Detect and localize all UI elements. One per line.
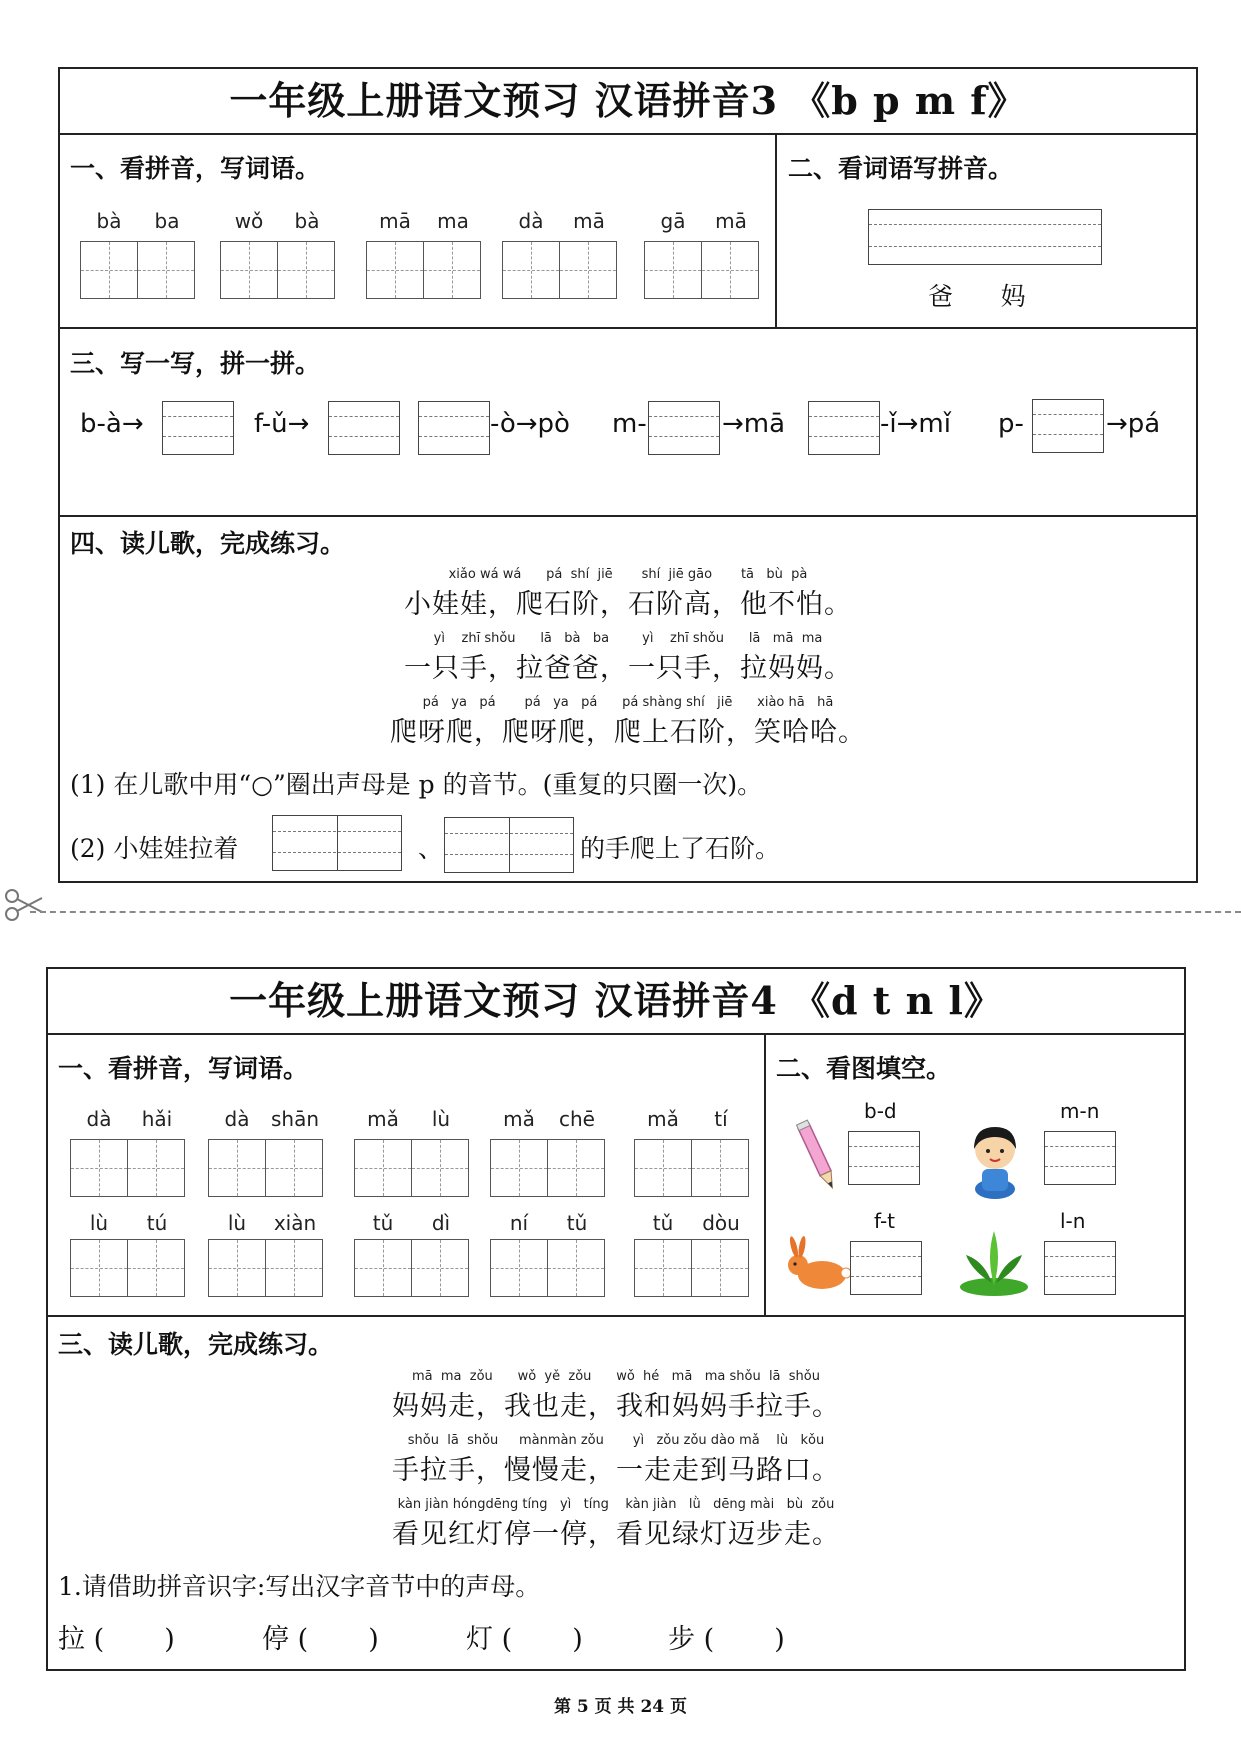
pinyin-writing-box[interactable]	[162, 401, 234, 455]
page-number: 第 5 页 共 24 页	[553, 1697, 688, 1717]
character-writing-grid[interactable]	[490, 1239, 603, 1297]
pinyin-writing-box[interactable]	[868, 209, 1102, 265]
character-writing-grid[interactable]	[220, 241, 333, 299]
divider	[60, 327, 1196, 329]
girl-icon	[960, 1119, 1030, 1199]
question-1: 1.请借助拼音识字:写出汉字音节中的声母。	[58, 1572, 541, 1601]
pinyin-label: bà ba	[96, 209, 180, 233]
section-heading: 二、看图填空。	[776, 1054, 952, 1083]
poem-line: pá ya pá pá ya pá pá shàng shí jiē xiào hā hā 爬呀爬，爬呀爬，爬上石阶，笑哈哈。	[390, 695, 866, 748]
spell-text: →pá	[1106, 409, 1161, 439]
fill-item[interactable]: 步 ( )	[668, 1624, 785, 1655]
cut-line	[30, 911, 1241, 913]
answer-box[interactable]	[272, 815, 402, 871]
section-heading: 三、读儿歌，完成练习。	[58, 1330, 334, 1359]
pinyin-label: mǎ chē	[503, 1107, 595, 1131]
pinyin-writing-box[interactable]	[1044, 1131, 1116, 1185]
character-writing-grid[interactable]	[354, 1239, 467, 1297]
pinyin-label: mā ma	[379, 209, 469, 233]
section-heading: 一、看拼音，写词语。	[58, 1054, 309, 1083]
pinyin-writing-box[interactable]	[328, 401, 400, 455]
character-writing-grid[interactable]	[70, 1239, 183, 1297]
pinyin-writing-box[interactable]	[1032, 399, 1104, 453]
divider	[60, 515, 1196, 517]
poem-line: xiǎo wá wá pá shí jiē shí jiē gāo tā bù pà 小娃娃，爬石阶，石阶高，他不怕。	[404, 567, 852, 620]
poem-line: mā ma zǒu wǒ yě zǒu wǒ hé mā ma shǒu lā shǒu 妈妈走，我也走，我和妈妈手拉手。	[392, 1369, 840, 1422]
worksheet-lesson-3	[58, 67, 1198, 883]
fill-item[interactable]: 拉 ( )	[58, 1624, 175, 1655]
blank-label: m-n	[1060, 1099, 1100, 1123]
blank-label: f-t	[874, 1209, 896, 1233]
worksheet-title: 一年级上册语文预习 汉语拼音3 《b p m f》	[60, 69, 1196, 135]
pinyin-label: dà hǎi	[86, 1107, 173, 1131]
question-2-separator: 、	[418, 834, 444, 863]
spell-text: -ǐ→mǐ	[880, 409, 951, 439]
pinyin-writing-box[interactable]	[418, 401, 490, 455]
section-heading: 四、读儿歌，完成练习。	[70, 529, 346, 558]
pinyin-label: mǎ lù	[367, 1107, 451, 1131]
poem-line: yì zhī shǒu lā bà ba yì zhī shǒu lā mā ma 一只手，拉爸爸，一只手，拉妈妈。	[404, 631, 852, 684]
section-heading: 一、看拼音，写词语。	[70, 154, 321, 183]
scissors-icon	[4, 884, 44, 924]
pinyin-writing-box[interactable]	[1044, 1241, 1116, 1295]
answer-box[interactable]	[444, 817, 574, 873]
spell-text: →mā	[722, 409, 786, 439]
pinyin-writing-box[interactable]	[808, 401, 880, 455]
poem-line: kàn jiàn hóngdēng tíng yì tíng kàn jiàn lǜ dēng mài bù zǒu 看见红灯停一停，看见绿灯迈步走。	[392, 1497, 840, 1550]
blank-label: l-n	[1060, 1209, 1086, 1233]
character-writing-grid[interactable]	[80, 241, 193, 299]
fill-item[interactable]: 灯 ( )	[466, 1624, 583, 1655]
pinyin-label: ní tǔ	[509, 1211, 588, 1235]
spell-text: -ò→pò	[490, 409, 570, 439]
word-chars: 爸 妈	[928, 282, 1026, 311]
character-writing-grid[interactable]	[354, 1139, 467, 1197]
fill-item[interactable]: 停 ( )	[262, 1624, 379, 1655]
pinyin-label: tǔ dì	[372, 1211, 451, 1235]
section-heading: 三、写一写，拼一拼。	[70, 349, 321, 378]
question-2-suffix: 的手爬上了石阶。	[580, 834, 781, 863]
question-1: (1) 在儿歌中用“○”圈出声母是 p 的音节。(重复的只圈一次)。	[70, 770, 763, 799]
pinyin-label: lù xiàn	[227, 1211, 317, 1235]
pinyin-label: wǒ bà	[234, 209, 320, 233]
pinyin-label: gā mā	[660, 209, 747, 233]
pinyin-label: dà shān	[224, 1107, 320, 1131]
spell-text: m-	[612, 409, 647, 439]
character-writing-grid[interactable]	[366, 241, 479, 299]
pinyin-writing-box[interactable]	[648, 401, 720, 455]
pinyin-writing-box[interactable]	[848, 1131, 920, 1185]
sprout-icon	[956, 1227, 1032, 1297]
character-writing-grid[interactable]	[208, 1239, 321, 1297]
rabbit-icon	[784, 1235, 854, 1295]
pinyin-label: tǔ dòu	[652, 1211, 740, 1235]
question-2-prefix: (2) 小娃娃拉着	[70, 834, 239, 863]
pinyin-label: dà mā	[518, 209, 605, 233]
blank-label: b-d	[864, 1099, 897, 1123]
divider	[48, 1315, 1184, 1317]
spell-text: b-à→	[80, 409, 144, 439]
character-writing-grid[interactable]	[70, 1139, 183, 1197]
poem-line: shǒu lā shǒu mànmàn zǒu yì zǒu zǒu dào mǎ lù kǒu 手拉手，慢慢走，一走走到马路口。	[392, 1433, 840, 1486]
pinyin-writing-box[interactable]	[850, 1241, 922, 1295]
spell-text: f-ǔ→	[254, 409, 310, 439]
worksheet-lesson-4	[46, 967, 1186, 1671]
divider	[764, 1035, 766, 1315]
divider	[775, 135, 777, 327]
character-writing-grid[interactable]	[634, 1139, 747, 1197]
pencil-icon	[788, 1117, 848, 1197]
character-writing-grid[interactable]	[208, 1139, 321, 1197]
spell-text: p-	[998, 409, 1024, 439]
character-writing-grid[interactable]	[644, 241, 757, 299]
worksheet-title: 一年级上册语文预习 汉语拼音4 《d t n l》	[48, 969, 1184, 1035]
section-heading: 二、看词语写拼音。	[788, 154, 1014, 183]
character-writing-grid[interactable]	[634, 1239, 747, 1297]
pinyin-label: mǎ tí	[647, 1107, 728, 1131]
character-writing-grid[interactable]	[502, 241, 615, 299]
pinyin-label: lù tú	[89, 1211, 168, 1235]
character-writing-grid[interactable]	[490, 1139, 603, 1197]
